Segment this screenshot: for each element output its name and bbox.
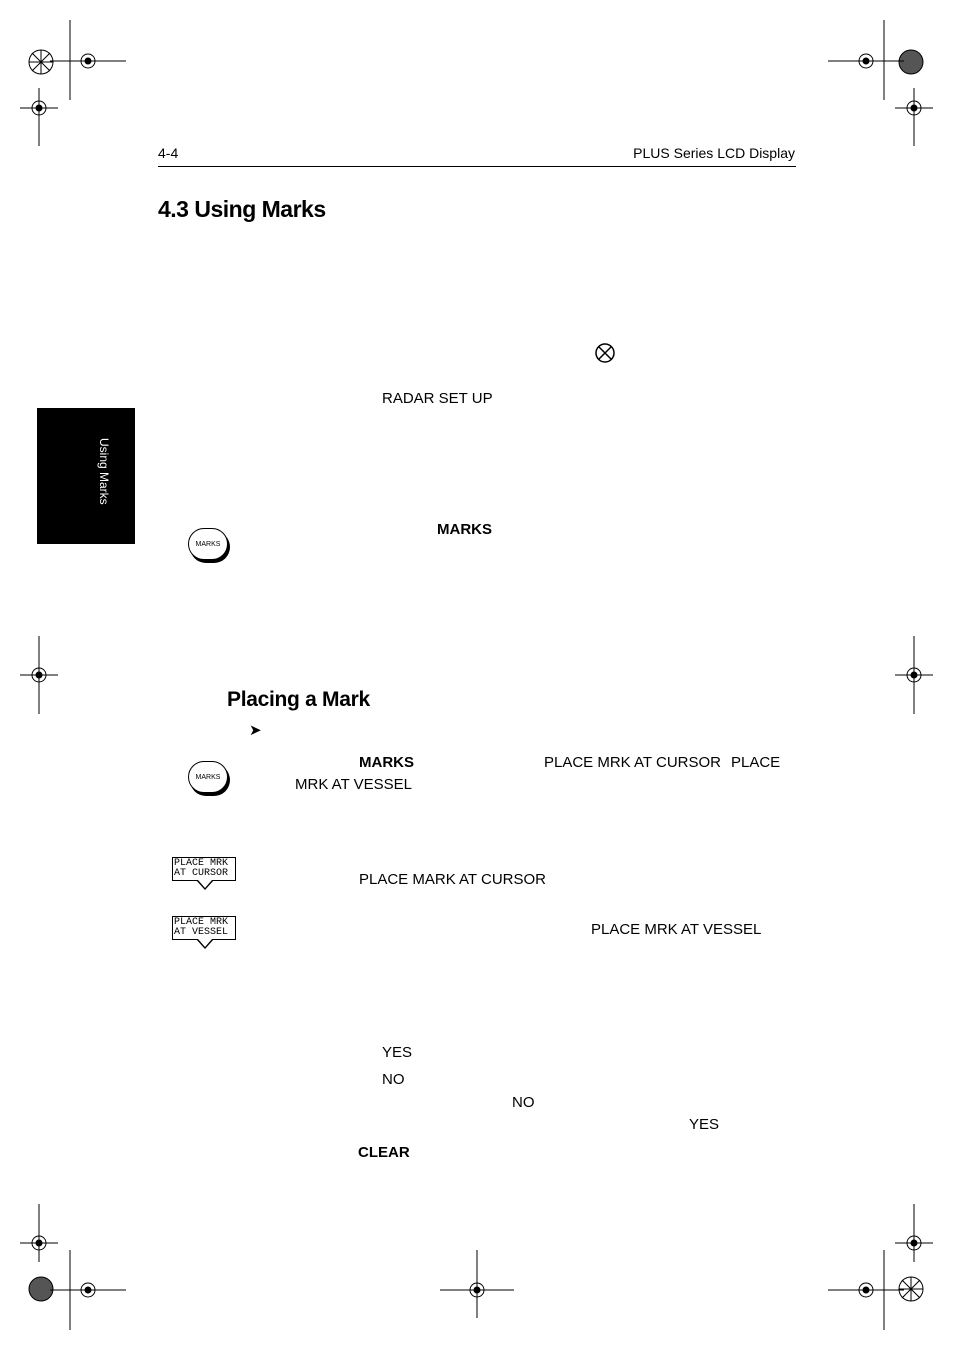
marks-key-label: MARKS [195,540,221,548]
clear-text: CLEAR [358,1144,410,1161]
place-mrk-at-cursor-text: PLACE MRK AT CURSOR [544,754,721,771]
radar-set-up-text: RADAR SET UP [382,390,493,407]
softkey-label: PLACE MRK AT CURSOR [172,857,236,881]
yes-text: YES [382,1044,413,1061]
place-mrk-at-cursor-softkey [172,857,236,895]
place-mrk-at-vessel-softkey [172,916,236,954]
marks-text: MARKS [359,754,414,771]
header-rule [158,166,796,167]
mrk-at-vessel-text: MRK AT VESSEL [295,776,412,793]
marks-key-icon [188,528,228,560]
marks-key-icon [188,761,228,793]
place-mrk-at-vessel-text: PLACE MRK AT VESSEL [591,921,762,938]
section-title: 4.3 Using Marks [158,196,326,222]
running-title: PLUS Series LCD Display [633,145,795,161]
subsection-title: Placing a Mark [227,688,370,711]
marks-text: MARKS [437,521,492,538]
mark-symbol-icon [594,342,616,364]
yes-text: YES [689,1116,720,1133]
marks-key-label: MARKS [195,773,221,781]
no-text: NO [512,1094,535,1111]
side-tab [37,408,135,544]
place-mark-at-cursor-text: PLACE MARK AT CURSOR [359,871,546,888]
page-number: 4-4 [158,145,179,161]
softkey-label: PLACE MRK AT VESSEL [172,916,236,940]
arrow-bullet-icon: ➤ [249,722,262,739]
side-tab-label: Using Marks [97,438,111,505]
place-text: PLACE [731,754,781,771]
no-text: NO [382,1071,405,1088]
